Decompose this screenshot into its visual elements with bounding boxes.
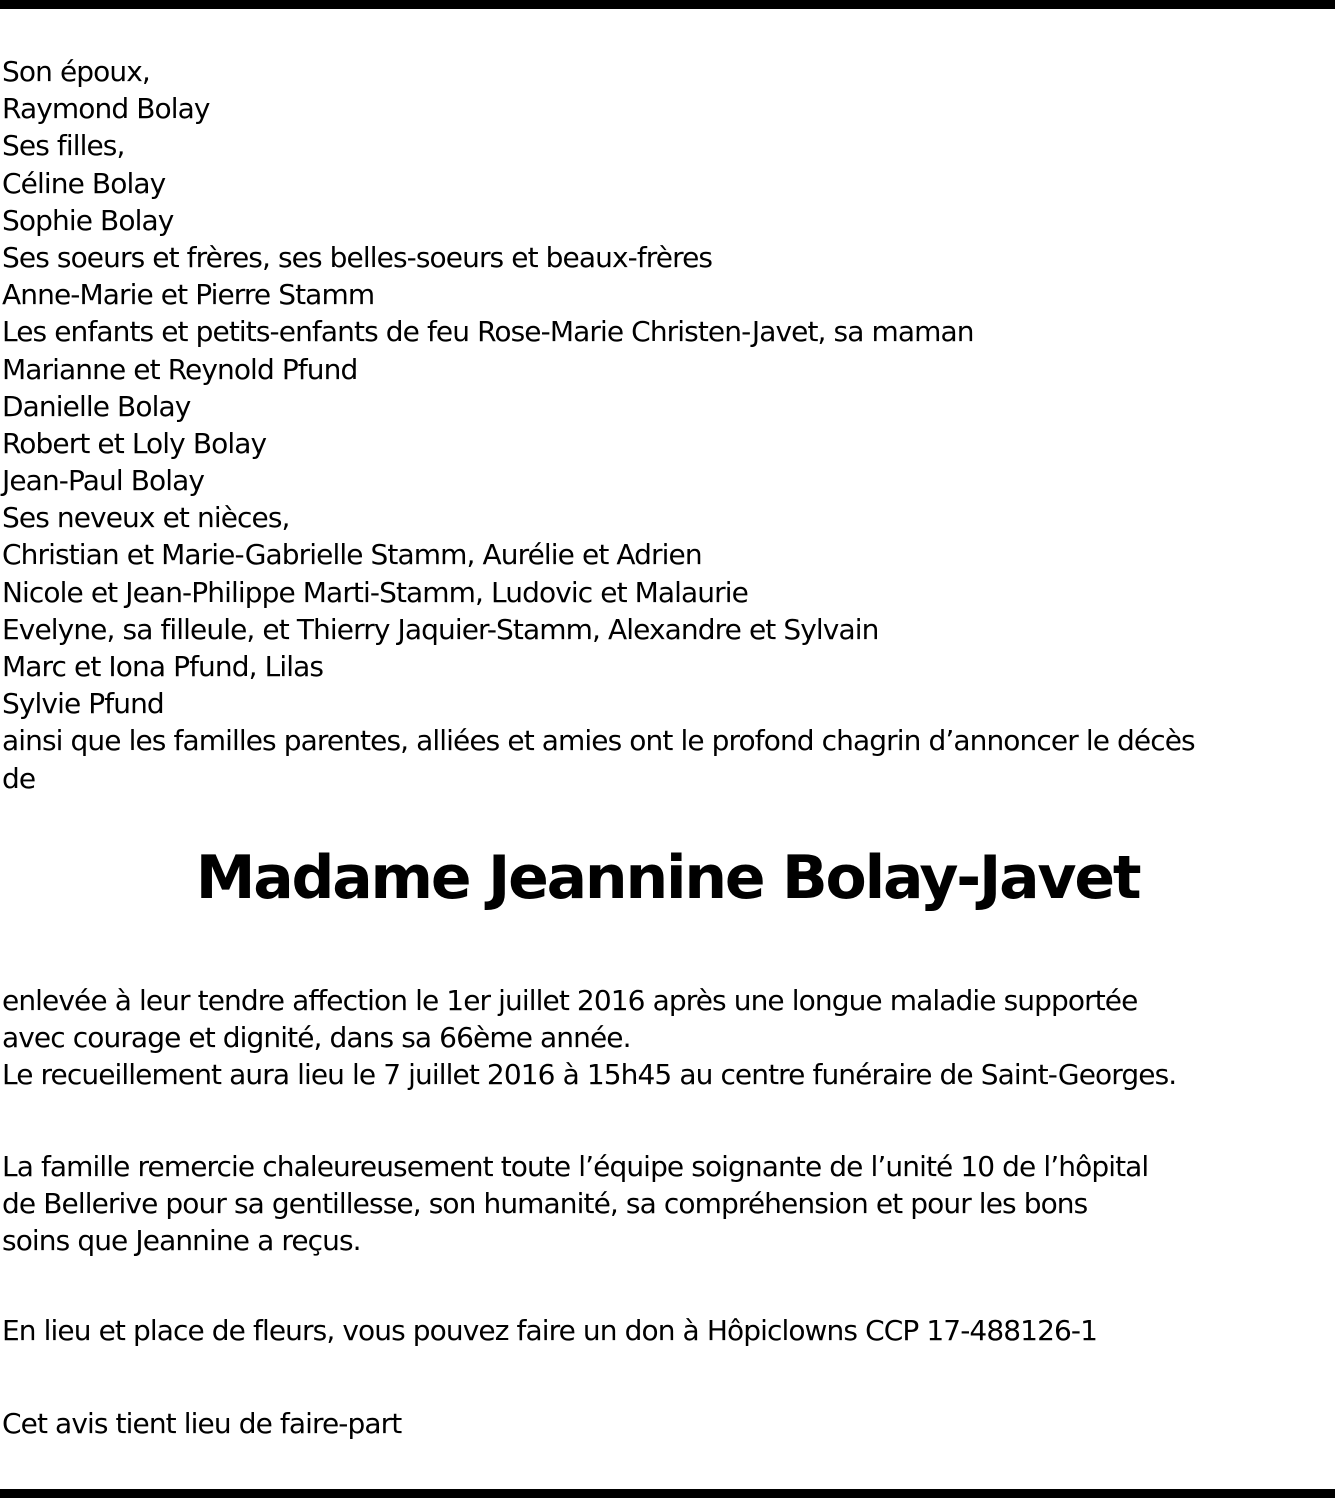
announcement-line: Nicole et Jean-Philippe Marti-Stamm, Ludovic et Malaurie [2, 575, 748, 609]
bottom-border-rule [0, 1489, 1335, 1498]
death-info-line: avec courage et dignité, dans sa 66ème année. [2, 1021, 631, 1055]
top-border-rule [0, 0, 1335, 9]
family-announcement [2, 53, 1195, 797]
notice-text: Cet avis tient lieu de faire-part [2, 1407, 402, 1440]
announcement-line: Ses neveux et nièces, [2, 501, 290, 535]
thanks-line: soins que Jeannine a reçus. [2, 1224, 361, 1258]
announcement-line: Céline Bolay [2, 166, 166, 200]
announcement-line: Marianne et Reynold Pfund [2, 352, 358, 386]
thanks-line: de Bellerive pour sa gentillesse, son humanité, sa compréhension et pour les bons [2, 1187, 1088, 1221]
announcement-line: Les enfants et petits-enfants de feu Rose-Marie Christen-Javet, sa maman [2, 315, 974, 349]
announcement-line: Evelyne, sa filleule, et Thierry Jaquier-Stamm, Alexandre et Sylvain [2, 612, 879, 646]
announcement-line: Christian et Marie-Gabrielle Stamm, Aurélie et Adrien [2, 538, 702, 572]
announcement-line: Jean-Paul Bolay [2, 464, 205, 498]
announcement-line: Sophie Bolay [2, 203, 174, 237]
announcement-line: de [2, 761, 36, 795]
announcement-line: Marc et Iona Pfund, Lilas [2, 650, 324, 683]
death-info-line: enlevée à leur tendre affection le 1er juillet 2016 après une longue maladie supportée [2, 984, 1138, 1017]
notice-paragraph [2, 1405, 401, 1442]
announcement-line: Robert et Loly Bolay [2, 426, 267, 460]
thanks-paragraph [2, 1148, 1148, 1260]
announcement-line: Ses filles, [2, 129, 125, 163]
announcement-line: Raymond Bolay [2, 92, 210, 126]
announcement-line: Anne-Marie et Pierre Stamm [2, 278, 375, 312]
thanks-line: La famille remercie chaleureusement toute l’équipe soignante de l’unité 10 de l’hôpital [2, 1150, 1149, 1183]
announcement-line: ainsi que les familles parentes, alliées et amies ont le profond chagrin d’annoncer le décès [2, 724, 1195, 758]
death-info-line: Le recueillement aura lieu le 7 juillet 2016 à 15h45 au centre funéraire de Saint-Georges. [2, 1058, 1177, 1092]
announcement-line: Danielle Bolay [2, 389, 191, 423]
donation-text: En lieu et place de fleurs, vous pouvez faire un don à Hôpiclowns CCP 17-488126-1 [2, 1314, 1098, 1347]
announcement-line: Ses soeurs et frères, ses belles-soeurs et beaux-frères [2, 240, 713, 274]
donation-paragraph [2, 1312, 1097, 1349]
announcement-line: Sylvie Pfund [2, 687, 164, 721]
deceased-name: Madame Jeannine Bolay-Javet [195, 843, 1140, 913]
death-info [2, 982, 1176, 1094]
announcement-line: Son époux, [2, 55, 150, 88]
